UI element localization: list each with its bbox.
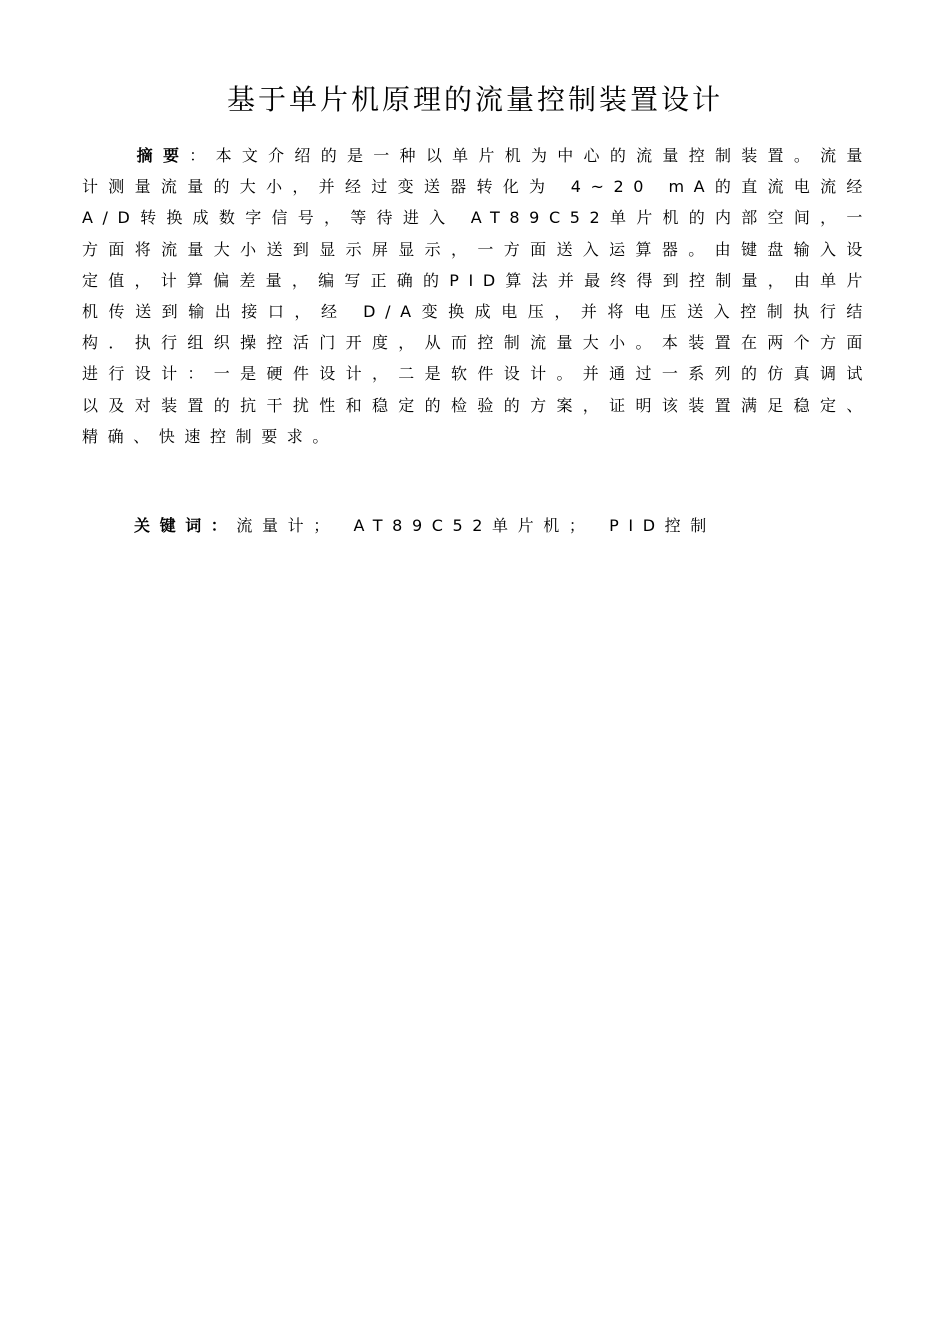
- abstract-label: 摘要: [136, 146, 190, 165]
- keywords-label: 关键词：: [134, 516, 237, 535]
- paper-title: 基于单片机原理的流量控制装置设计: [226, 83, 723, 116]
- abstract-paragraph: [82, 140, 872, 452]
- keywords-line: [82, 512, 872, 540]
- abstract-text: 本文介绍的是一种以单片机为中心的流量控制装置。流量计测量流量的大小，并经过变送器转化为 4~20 mA的直流电流经 A/D转换成数字信号，等待进入 AT89C52单片机的内部空间，一方面将流量大小送到显示屏显示，一方面送入运算器。由键盘输入设定值，计算偏差量，编写正确的PID算法并最终得到控制量，由单片机传送到输出接口，经 D/A变换成电压，并将电压送入控制执行结构．执行组织操控活门开度，从而控制流量大小。本装置在两个方面进行设计：一是硬件设计，二是软件设计。并通过一系列的仿真调试以及对装置的抗干扰性和稳定的检验的方案，证明该装置满足稳定、精确、快速控制要求。: [82, 146, 872, 446]
- keywords-text: 流量计； AT89C52单片机； PID控制: [236, 516, 716, 535]
- abstract-separator: ：: [189, 146, 216, 165]
